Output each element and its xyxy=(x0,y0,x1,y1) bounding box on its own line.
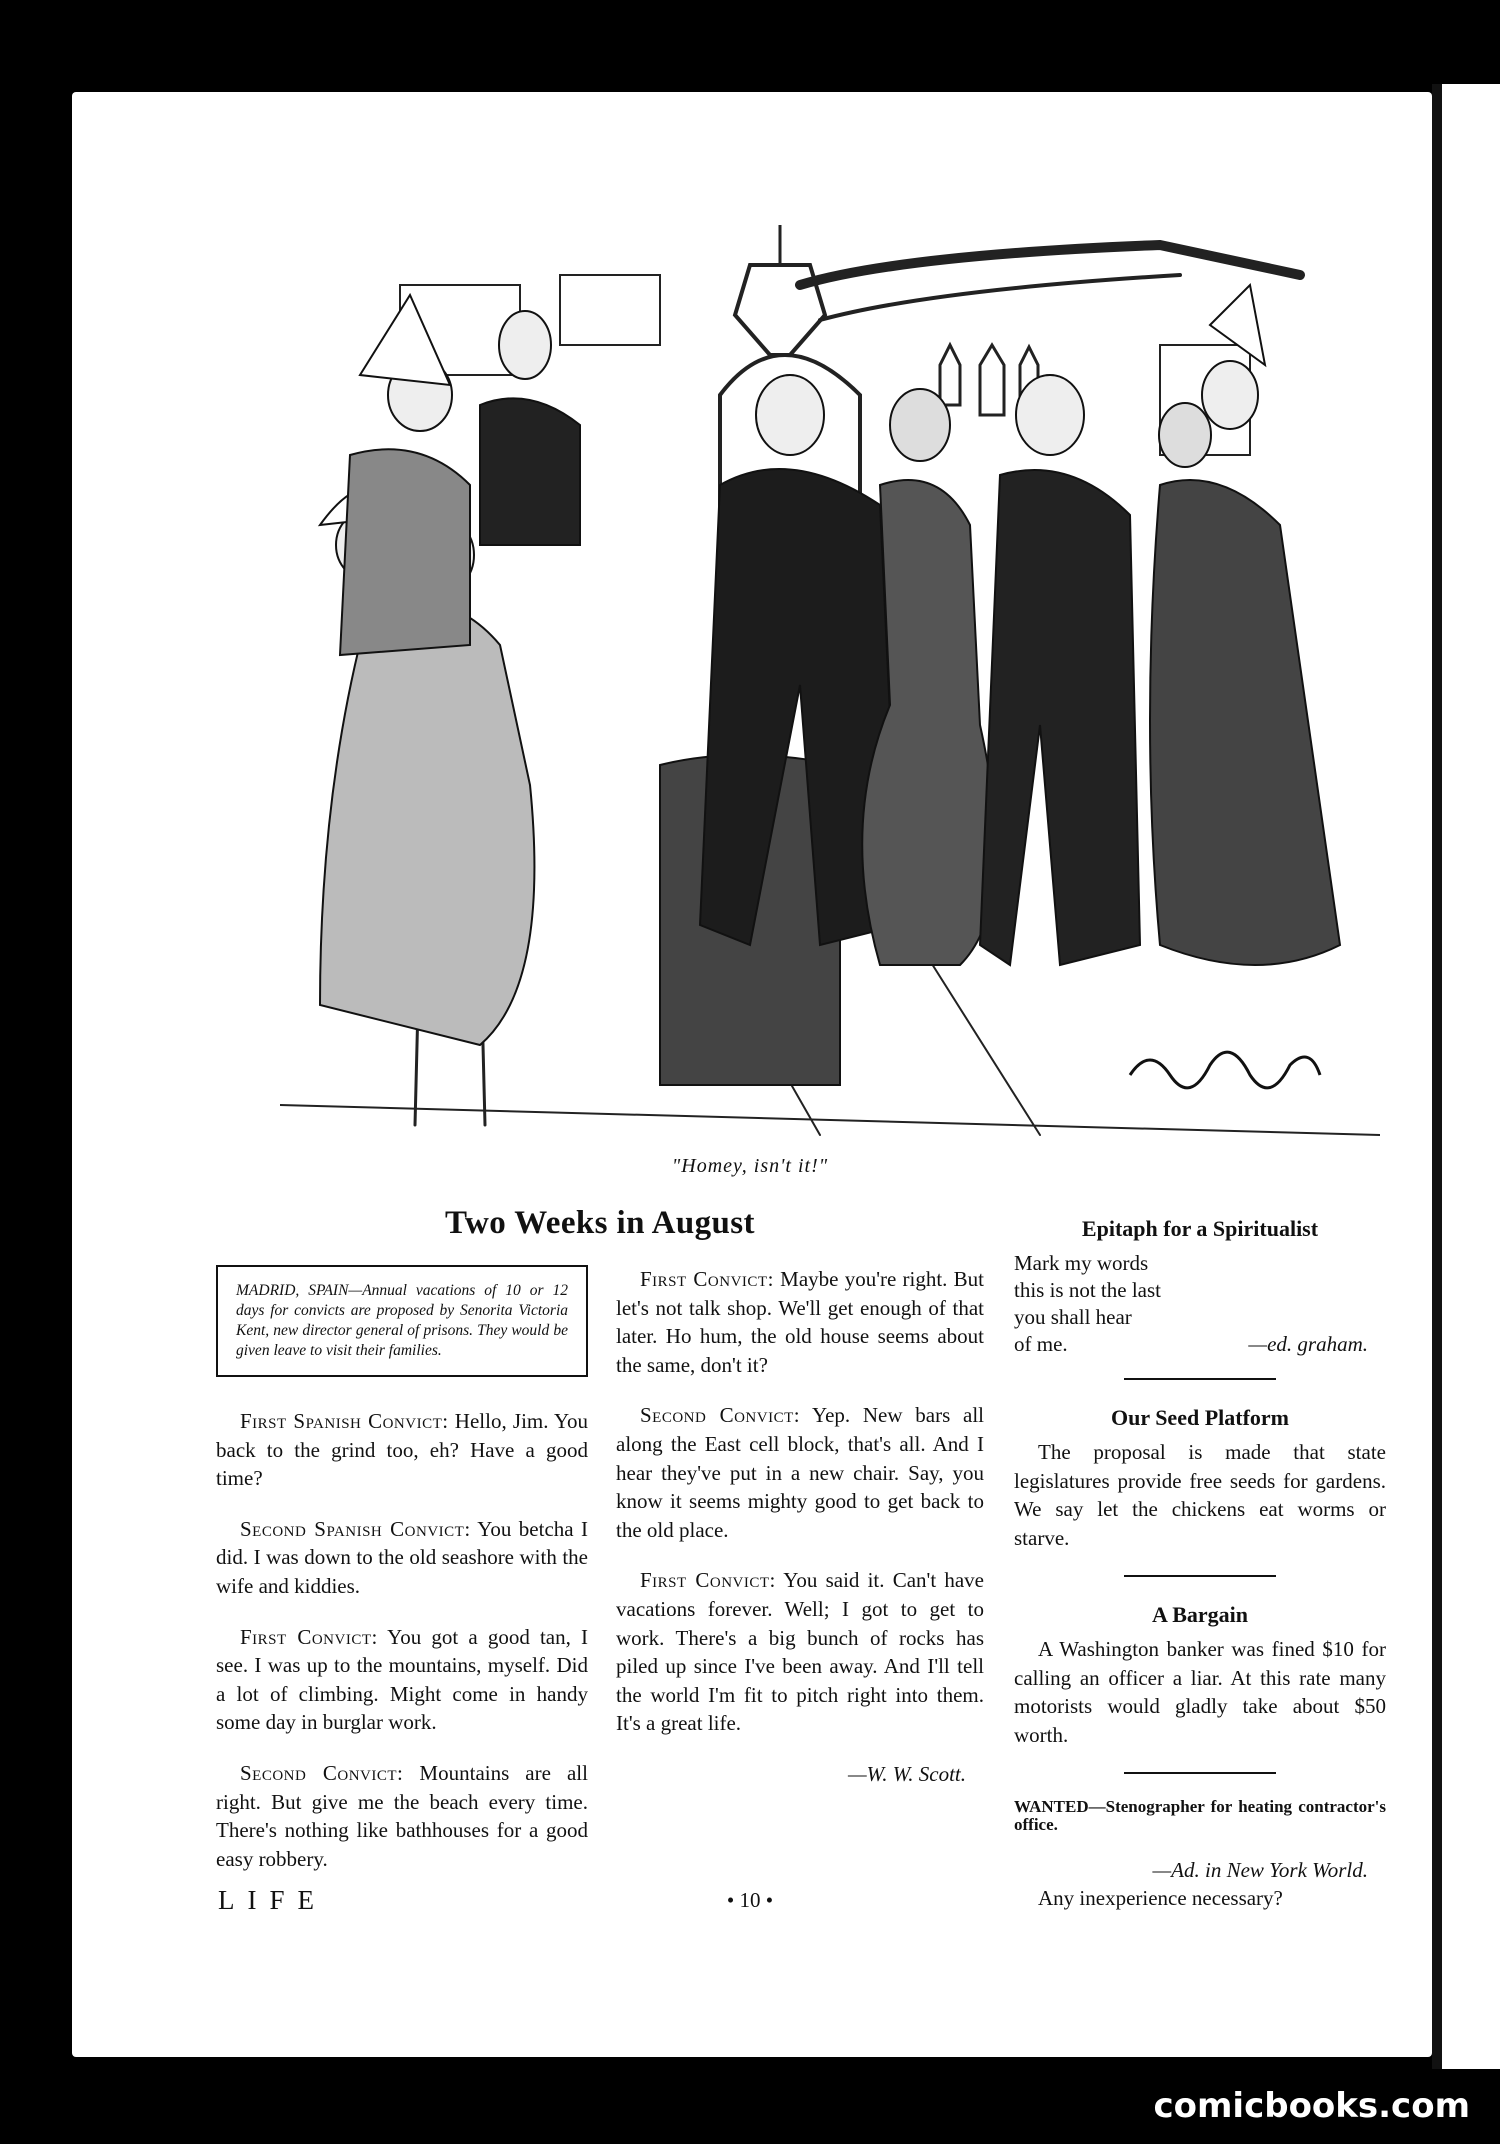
poem-line: of me. xyxy=(1014,1331,1068,1356)
bargain-text: A Washington banker was fined $10 for calling an officer a liar. At this rate many motorists would gladly take about $50 worth. xyxy=(1014,1637,1386,1747)
dialogue-paragraph: Second Convict: Yep. New bars all along the East cell block, that's all. And I hear they've put in a new chair. Say, you know it seems mighty good to get back to the old place. xyxy=(616,1403,984,1542)
poem-line: this is not the last xyxy=(1014,1277,1161,1302)
article-column-2 xyxy=(616,1265,984,1789)
speaker: First Convict: xyxy=(240,1624,378,1649)
speaker: First Convict: xyxy=(640,1267,774,1291)
page-number: • 10 • xyxy=(726,1888,774,1912)
dialogue-paragraph: First Convict: You got a good tan, I see. I was up to the mountains, myself. Did a lot of climbing. Might come in handy some day in burglar work. xyxy=(216,1624,588,1735)
dialogue-paragraph: First Spanish Convict: Hello, Jim. You back to the grind too, eh? Have a good time? xyxy=(216,1409,589,1491)
dialogue-paragraph: Second Convict: Mountains are all right. But give me the beach every time. There's nothing like bathhouses for a good easy robbery. xyxy=(216,1760,588,1871)
seed-platform-text: The proposal is made that state legislatures provide free seeds for gardens. We say let the chickens eat worms or starve. xyxy=(1014,1440,1386,1550)
epitaph-author: —ed. graham. xyxy=(1248,1331,1368,1356)
article-title: Two Weeks in August xyxy=(445,1205,755,1241)
next-page-edge xyxy=(1432,84,1500,2069)
epitaph-poem xyxy=(1014,1250,1386,1358)
dialogue-paragraph: First Convict: You said it. Can't have vacations forever. Well; I got to get to work. There's a big bunch of rocks has piled up since I've been away. And I'll tell the world I'm fit to pitch right into them. It's a great life. xyxy=(616,1568,984,1736)
speaker: Second Convict: xyxy=(240,1760,404,1785)
speaker: First Convict: xyxy=(640,1568,776,1593)
speaker: Second Spanish Convict: xyxy=(240,1516,471,1541)
article-byline: —W. W. Scott. xyxy=(847,1761,966,1786)
seed-platform-title: Our Seed Platform xyxy=(1110,1404,1289,1430)
artist-signature xyxy=(1130,1052,1320,1088)
speaker: Second Convict: xyxy=(640,1403,801,1428)
section-divider xyxy=(1124,1378,1276,1380)
wanted-source: —Ad. in New York World. xyxy=(1152,1857,1368,1882)
cartoon-caption: "Homey, isn't it!" xyxy=(671,1155,829,1177)
speaker: First Spanish Convict: xyxy=(240,1409,449,1433)
poem-line: Mark my words xyxy=(1014,1250,1149,1275)
news-item-box: MADRID, SPAIN—Annual vacations of 10 or 12 days for convicts are proposed by Senorita Victoria Kent, new director general of prisons. They would be given leave to visit their families. xyxy=(216,1265,588,1377)
wanted-ad: WANTED—Stenographer for heating contractor's office. xyxy=(1014,1796,1386,1834)
bargain-title: A Bargain xyxy=(1152,1601,1248,1627)
dialogue-paragraph: First Convict: Maybe you're right. But let's not talk shop. We'll get enough of that later. Ho hum, the old house seems about the same, don't it? xyxy=(616,1267,984,1377)
section-divider xyxy=(1124,1575,1276,1577)
magazine-name: LIFE xyxy=(218,1885,327,1915)
article-column-1 xyxy=(216,1265,588,1895)
sidebar-column xyxy=(1014,1215,1386,1935)
section-divider xyxy=(1124,1772,1276,1774)
cartoon-illustration xyxy=(280,225,1380,1150)
poem-line: you shall hear xyxy=(1014,1304,1132,1329)
nightclub-scene-drawing xyxy=(280,225,1380,1150)
dialogue-paragraph: Second Spanish Convict: You betcha I did. I was down to the old seashore with the wife and kiddies. xyxy=(216,1516,589,1598)
wanted-comment: Any inexperience necessary? xyxy=(1038,1886,1283,1911)
watermark: comicbooks.com xyxy=(1153,2086,1470,2126)
epitaph-title: Epitaph for a Spiritualist xyxy=(1081,1216,1319,1241)
